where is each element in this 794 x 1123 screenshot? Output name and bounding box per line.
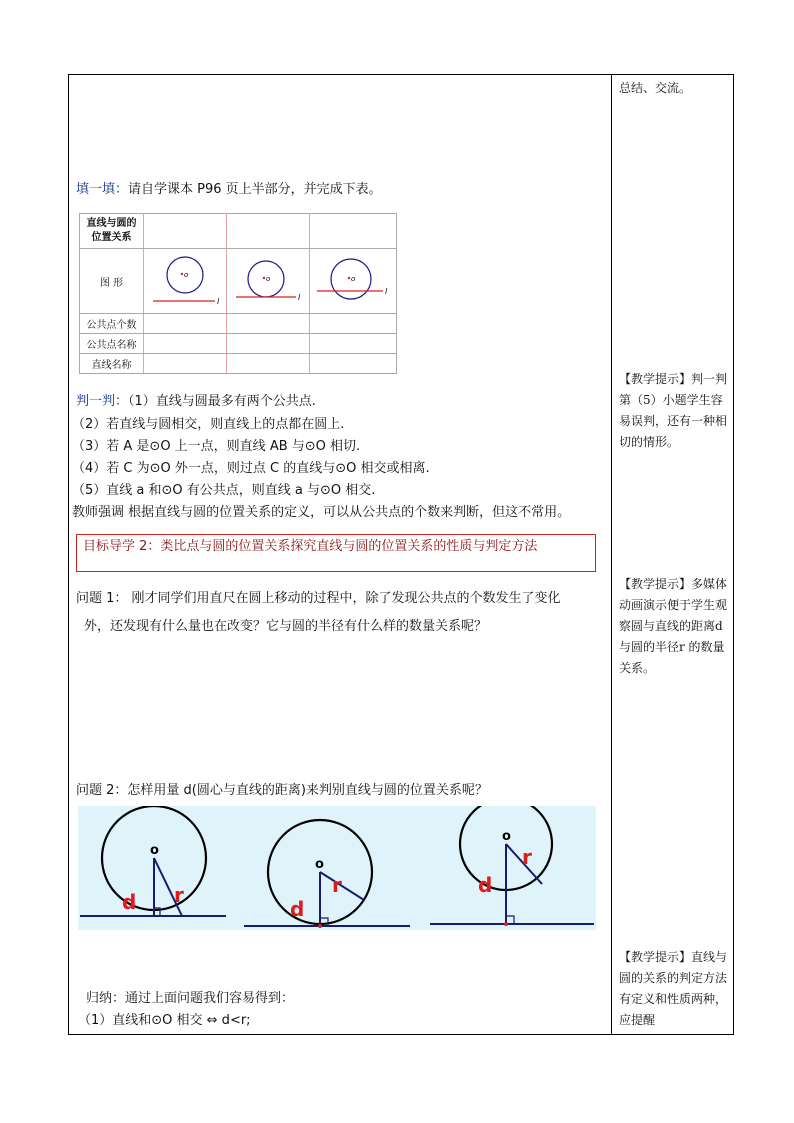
table-header-line2: 位置关系 [91, 232, 132, 243]
judge-q1: （1）直线与圆最多有两个公共点. [128, 394, 316, 409]
side-notes-column [615, 74, 731, 1034]
diagram-separate [430, 806, 594, 926]
center-label: o [315, 857, 324, 872]
center-label: o [502, 829, 511, 844]
line-label: l [298, 293, 301, 302]
table-figure-separate [144, 249, 227, 314]
r-label: r [332, 873, 342, 897]
figure-tangent [230, 251, 306, 311]
table-cell [227, 214, 310, 249]
position-relation-table [79, 213, 397, 374]
table-cell [310, 334, 397, 354]
table-cell [310, 354, 397, 374]
table-row-label: 公共点名称 [80, 334, 144, 354]
goal-box: 目标导学 2：类比点与圆的位置关系探究直线与圆的位置关系的性质与判定方法 [76, 534, 596, 572]
diagram-intersect [80, 806, 226, 916]
center-label: o [150, 843, 159, 858]
r-label: r [522, 845, 532, 869]
fill-in-line [76, 178, 382, 197]
side-note-tip-3: 【教学提示】直线与圆的关系的判定方法有定义和性质两种，应提醒 [619, 950, 728, 1027]
judge-q4: （4）若 C 为⊙O 外一点，则过点 C 的直线与⊙O 相交或相离. [72, 461, 430, 476]
summary-intro: 归纳：通过上面问题我们容易得到： [86, 991, 295, 1006]
table-row-label: 公共点个数 [80, 314, 144, 334]
table-cell [144, 314, 227, 334]
table-figure-intersect [310, 249, 397, 314]
judge-label: 判一判： [76, 394, 129, 409]
center-label: o [184, 271, 189, 279]
table-header-line1: 直线与圆的 [86, 218, 137, 229]
table-cell [144, 214, 227, 249]
side-note-tip-2: 【教学提示】多媒体动画演示便于学生观察圆与直线的距离d与圆的半径r 的数量关系。 [619, 577, 728, 675]
center-label: o [266, 275, 271, 283]
table-cell [310, 314, 397, 334]
side-note-tip-1: 【教学提示】判一判第（5）小题学生容易误判，还有一种相切的情形。 [619, 372, 728, 449]
center-dot [263, 277, 265, 279]
table-figure-label: 图 形 [80, 249, 144, 314]
question2-text: 问题 2：怎样用量 d(圆心与直线的距离)来判别直线与圆的位置关系呢？ [76, 783, 488, 798]
r-segment [320, 872, 364, 900]
side-note-summary: 总结、交流。 [619, 81, 692, 95]
fill-in-label: 填一填： [76, 182, 129, 197]
table-cell [227, 314, 310, 334]
tangent-point [318, 924, 322, 928]
summary-item1: （1）直线和⊙O 相交 ⇔ d<r; [78, 1013, 251, 1028]
question1-line1: 问题 1： 刚才同学们用直尺在圆上移动的过程中，除了发现公共点的个数发生了变化 [76, 591, 561, 606]
foot-point [504, 922, 508, 926]
center-dot [181, 273, 183, 275]
table-row-label: 直线名称 [80, 354, 144, 374]
question1-line2: 外，还发现有什么量也在改变？它与圆的半径有什么样的数量关系呢？ [84, 619, 488, 634]
table-header-cell [80, 214, 144, 249]
teacher-emphasis: 教师强调 根据直线与圆的位置关系的定义，可以从公共点的个数来判断，但这不常用。 [72, 505, 571, 520]
line-label: l [217, 297, 220, 306]
figure-separate [147, 251, 223, 311]
center-label: o [351, 275, 356, 283]
table-cell [144, 354, 227, 374]
d-label: d [290, 897, 305, 921]
table-cell [227, 354, 310, 374]
table-cell [144, 334, 227, 354]
table-cell [310, 214, 397, 249]
table-cell [227, 334, 310, 354]
distance-diagrams [78, 806, 596, 930]
distance-diagrams-svg [78, 806, 596, 930]
judge-line-1 [76, 390, 316, 409]
main-column [72, 74, 606, 1034]
figure-intersect [313, 251, 393, 311]
judge-q5: （5）直线 a 和⊙O 有公共点，则直线 a 与⊙O 相交. [72, 483, 376, 498]
r-label: r [174, 883, 184, 907]
table-figure-tangent [227, 249, 310, 314]
fill-in-text: 请自学课本 P96 页上半部分，并完成下表。 [128, 182, 382, 197]
center-dot [348, 277, 350, 279]
column-divider [611, 74, 612, 1035]
judge-q2: （2）若直线与圆相交，则直线上的点都在圆上. [72, 417, 345, 432]
line-label: l [385, 287, 388, 296]
d-label: d [478, 873, 493, 897]
diagram-tangent [244, 820, 410, 928]
judge-q3: （3）若 A 是⊙O 上一点，则直线 AB 与⊙O 相切. [72, 439, 361, 454]
d-label: d [122, 890, 137, 914]
